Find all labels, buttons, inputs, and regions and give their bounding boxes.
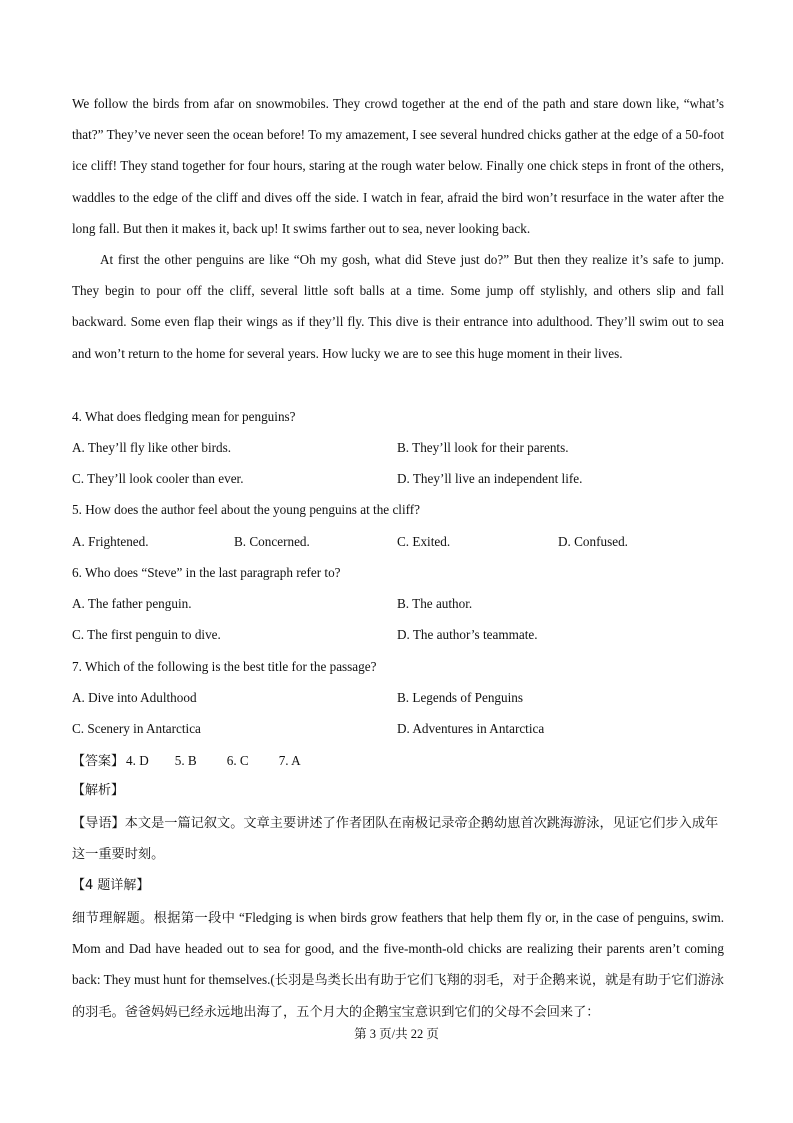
question-6-stem: 6. Who does “Steve” in the last paragraph refer to?	[72, 565, 341, 580]
q4-detail-section	[72, 902, 724, 1027]
answer-line	[72, 751, 301, 772]
question-7-stem: 7. Which of the following is the best title for the passage?	[72, 659, 377, 674]
question-7-option-d: D. Adventures in Antarctica	[397, 721, 545, 736]
passage-paragraph-2: At first the other penguins are like “Oh my gosh, what did Steve just do?” But then they realize it’s safe to jump. They begin to pour off the cliff, several little soft balls at a time. Some jump off stylishly, and others slip and fall backward. Some even flap their wings as if they’ll fly. This dive is their entrance into adulthood. They’ll swim out to sea and won’t return to the home for several years. How lucky we are to see this huge moment in their lives.	[72, 252, 724, 361]
question-5-stem: 5. How does the author feel about the young penguins at the cliff?	[72, 502, 421, 517]
q4-detail-text: 细节理解题。根据第一段中 “Fledging is when birds grow feathers that help them fly or, in the case of penguins, swim. Mom and Dad have headed out to sea for good, and the five-month-old chicks are realizing their parents aren’t coming back: They must hunt for themselves.(长羽是鸟类长出有助于它们飞翔的羽毛，对于企鹅来说，就是有助于它们游泳的羽毛。爸爸妈妈已经永远地出海了，五个月大的企鹅宝宝意识到它们的父母不会回来了：	[72, 910, 724, 1019]
q4-detail-label: 【4 题详解】	[72, 878, 150, 893]
passage-paragraph-1: We follow the birds from afar on snowmobiles. They crowd together at the end of the path and stare down like, “what’s that?” They’ve never seen the ocean before! To my amazement, I see several hundred chicks gather at the edge of a 50-foot ice cliff! They stand together for four hours, staring at the rough water below. Finally one chick steps in front of the others, waddles to the edge of the cliff and dives off the side. I watch in fear, afraid the bird won’t resurface in the water after the long fall. But then it makes it, back up! It swims farther out to sea, never looking back.	[72, 96, 724, 236]
guide-label: 【导语】	[72, 816, 125, 831]
question-7-option-a: A. Dive into Adulthood	[72, 690, 197, 705]
question-5-option-c: C. Exited.	[397, 534, 451, 549]
analysis-label: 【解析】	[72, 783, 125, 798]
question-5-option-a: A. Frightened.	[72, 534, 149, 549]
answer-7: 7. A	[278, 753, 301, 768]
passage	[72, 88, 724, 369]
answer-6: 6. C	[226, 753, 249, 768]
question-5-option-d: D. Confused.	[558, 534, 628, 549]
question-4-option-d: D. They’ll live an independent life.	[397, 471, 583, 486]
question-6-option-d: D. The author’s teammate.	[397, 627, 538, 642]
question-5-option-b: B. Concerned.	[234, 534, 310, 549]
answer-label: 【答案】	[72, 754, 125, 769]
question-4-option-a: A. They’ll fly like other birds.	[72, 440, 232, 455]
question-6-option-b: B. The author.	[397, 596, 473, 611]
page-footer: 第 3 页/共 22 页	[354, 1027, 439, 1041]
question-4-option-c: C. They’ll look cooler than ever.	[72, 471, 244, 486]
answer-4: 4. D	[126, 753, 149, 768]
guide-text: 本文是一篇记叙文。文章主要讲述了作者团队在南极记录帝企鹅幼崽首次跳海游泳，见证它们步入成年这一重要时刻。	[72, 816, 719, 863]
question-4-stem: 4. What does fledging mean for penguins?	[72, 409, 296, 424]
question-7-option-b: B. Legends of Penguins	[397, 690, 524, 705]
question-6-option-a: A. The father penguin.	[72, 596, 192, 611]
question-7-option-c: C. Scenery in Antarctica	[72, 721, 201, 736]
question-4-option-b: B. They’ll look for their parents.	[397, 440, 569, 455]
question-6-option-c: C. The first penguin to dive.	[72, 627, 221, 642]
guide-section	[72, 808, 724, 870]
answer-5: 5. B	[174, 753, 197, 768]
